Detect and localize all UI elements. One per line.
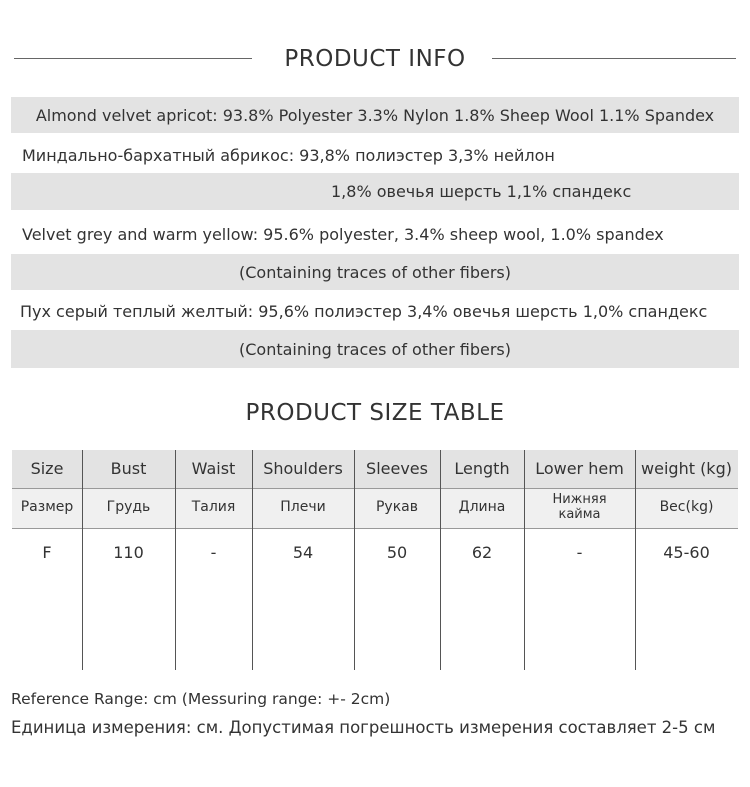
size-header-ru: Нижняя кайма (552, 492, 607, 522)
table-divider (12, 488, 738, 489)
info-text: (Containing traces of other fibers) (238, 262, 511, 282)
info-text: 1,8% овечья шерсть 1,1% спандекс (331, 182, 632, 201)
table-column-divider (524, 450, 525, 670)
size-header-en: weight (kg) (641, 459, 732, 478)
unit-note-ru: Единица измерения: см. Допустимая погрешность измерения составляет 2-5 см (11, 718, 716, 737)
info-row-almond-ru-cont (11, 173, 739, 210)
size-value: - (210, 543, 217, 562)
size-header-ru: Длина (458, 499, 506, 515)
reference-range-note: Reference Range: cm (Messuring range: +- 2cm) (11, 690, 391, 708)
size-header-en: Shoulders (263, 459, 343, 478)
size-header-en: Lower hem (535, 459, 624, 478)
size-header-en: Bust (110, 459, 147, 478)
info-row-velvet-ru (11, 293, 739, 329)
table-column-divider (635, 450, 636, 670)
size-value: 54 (292, 543, 314, 562)
table-column-divider (354, 450, 355, 670)
info-row-almond-ru (11, 137, 739, 173)
info-text: Almond velvet apricot: 93.8% Polyester 3.3% Nylon 1.8% Sheep Wool 1.1% Spandex (35, 105, 715, 125)
size-value: 50 (386, 543, 408, 562)
size-table-title: PRODUCT SIZE TABLE (245, 400, 505, 426)
size-header-en: Sleeves (366, 459, 428, 478)
size-value: 110 (113, 543, 144, 562)
size-header-en: Length (454, 459, 510, 478)
table-column-divider (252, 450, 253, 670)
size-header-ru: Талия (191, 499, 236, 515)
table-column-divider (440, 450, 441, 670)
info-text: Пух серый теплый желтый: 95,6% полиэстер 3,4% овечья шерсть 1,0% спандекс (20, 301, 708, 321)
size-header-ru: Грудь (106, 499, 151, 515)
info-row-velvet-en (11, 216, 739, 252)
size-header-ru: Вес(kg) (659, 499, 714, 515)
size-header-ru: Размер (20, 499, 74, 515)
size-table (12, 450, 738, 670)
size-value: 62 (471, 543, 493, 562)
info-text: Миндально-бархатный абрикос: 93,8% полиэстер 3,3% нейлон (22, 145, 555, 165)
info-text: (Containing traces of other fibers) (238, 339, 511, 359)
info-text: Velvet grey and warm yellow: 95.6% polyester, 3.4% sheep wool, 1.0% spandex (22, 224, 664, 244)
size-header-ru: Плечи (280, 499, 326, 515)
size-value: F (42, 543, 52, 562)
product-info-title: PRODUCT INFO (284, 46, 466, 72)
size-value: 45-60 (663, 543, 710, 562)
info-row-almond-en (11, 97, 739, 133)
title-divider-right (492, 58, 736, 59)
size-value: - (576, 543, 583, 562)
info-row-traces-2 (11, 330, 739, 368)
size-header-en: Size (30, 459, 64, 478)
size-header-en: Waist (191, 459, 236, 478)
info-row-traces-1 (11, 254, 739, 290)
table-column-divider (175, 450, 176, 670)
table-column-divider (82, 450, 83, 670)
size-header-ru: Рукав (375, 499, 418, 515)
table-divider (12, 528, 738, 529)
